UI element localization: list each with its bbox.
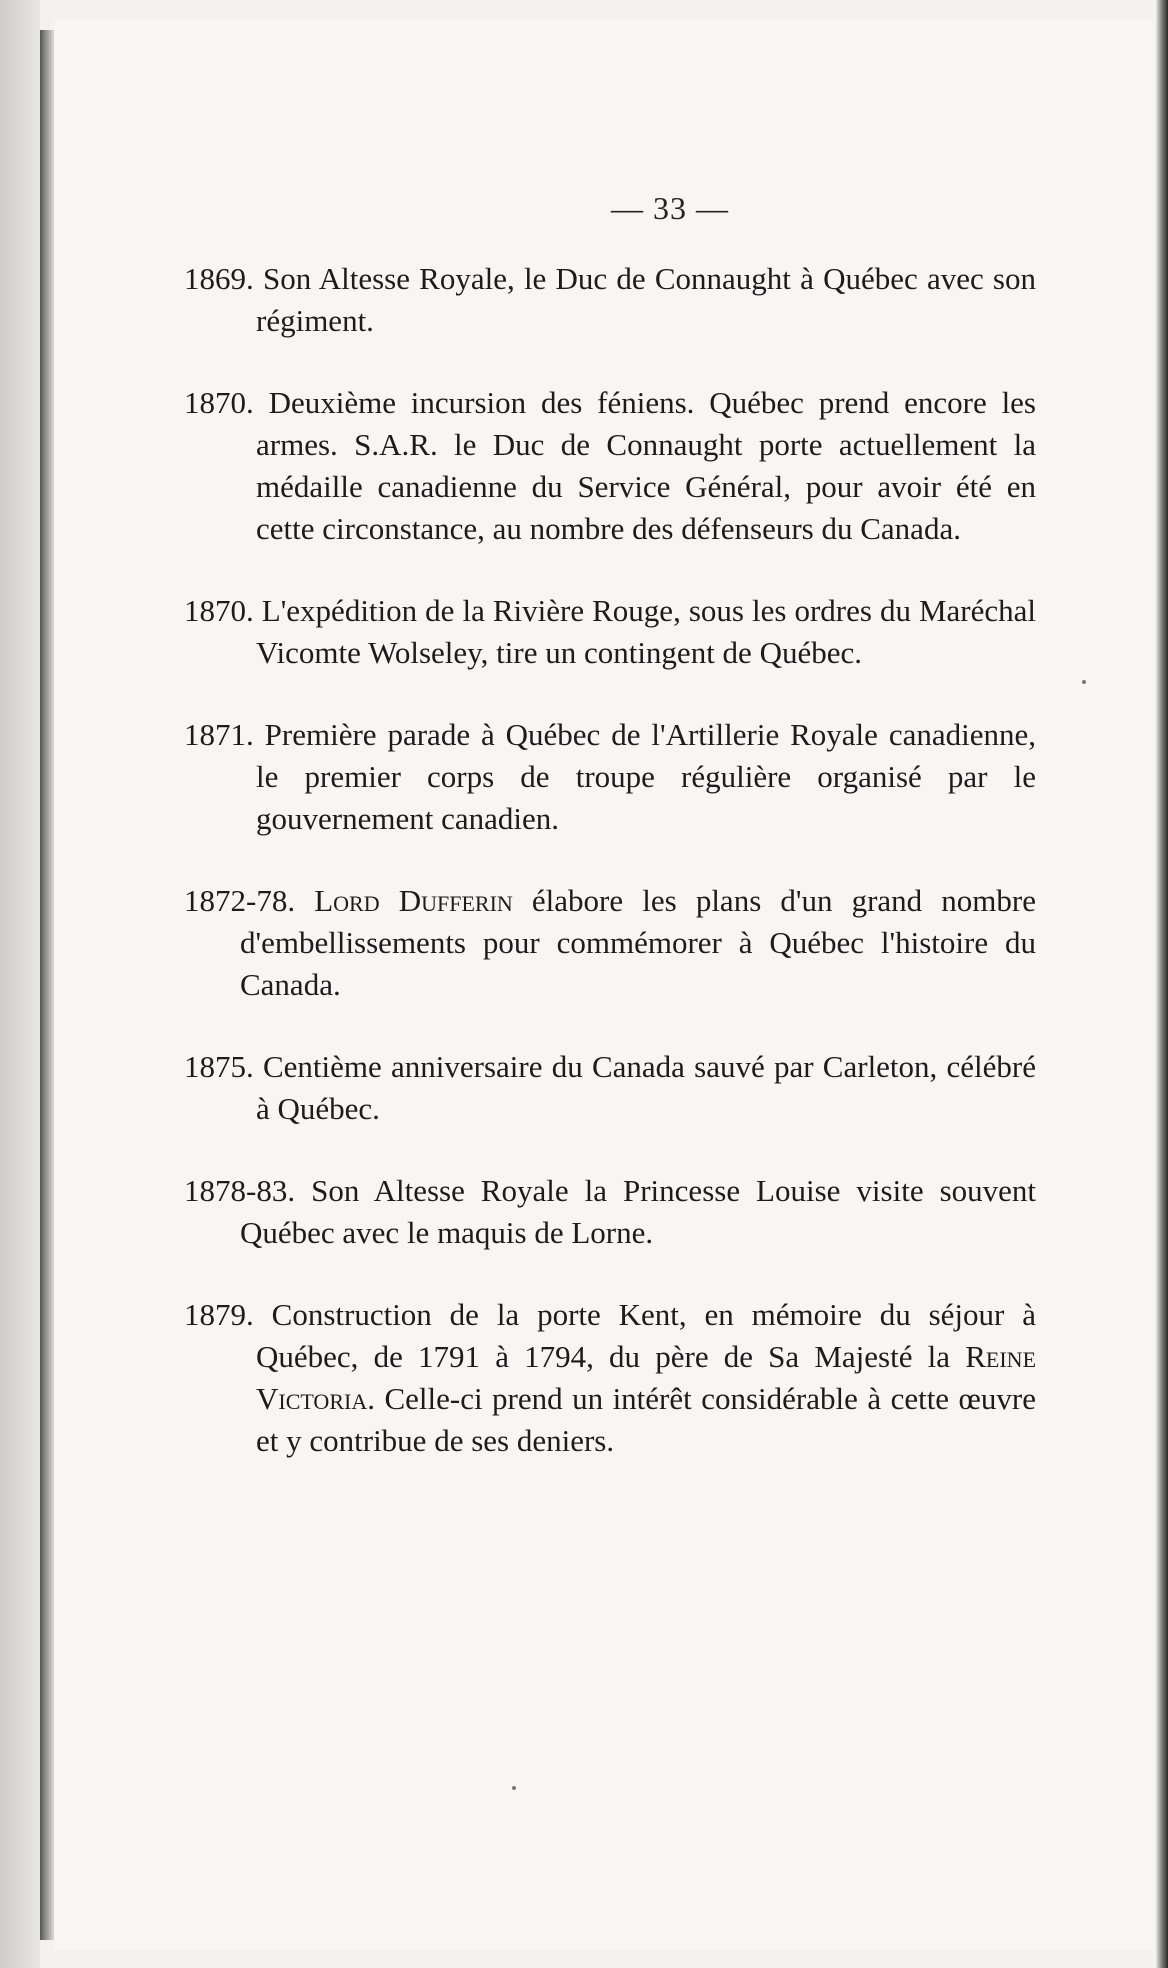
- entry-year: 1878-83.: [184, 1173, 296, 1208]
- entry-person-name: Reine Victoria.: [256, 1339, 1037, 1416]
- entry-text: Première parade à Québec de l'Artillerie Royale canadienne, le premier corps de troupe régulière organisé par le gouvernement canadien.: [256, 717, 1036, 836]
- page-edge-right: [1156, 0, 1168, 1968]
- page-number: — 33 —: [611, 190, 729, 226]
- binding-edge: [40, 30, 54, 1940]
- entry-text: Son Altesse Royale la Princesse Louise visite souvent Québec avec le maquis de Lorne.: [240, 1173, 1037, 1250]
- entry-text: L'expédition de la Rivière Rouge, sous les ordres du Maréchal Vicomte Wolseley, tire un contingent de Québec.: [256, 593, 1037, 670]
- entry-year: 1870.: [184, 593, 254, 628]
- entry-year: 1870.: [184, 385, 254, 420]
- entry-text: Deuxième incursion des féniens. Québec prend encore les armes. S.A.R. le Duc de Connaught porte actuellement la médaille canadienne du Service Général, pour avoir été en cette circonstance, au nombre des défenseurs du Canada.: [256, 385, 1037, 546]
- entry-person-name: Lord Dufferin: [314, 883, 513, 918]
- entry-text-before: Construction de la porte Kent, en mémoire du séjour à Québec, de 1791 à 1794, du père de Sa Majesté la: [256, 1297, 1036, 1374]
- entry-text: Son Altesse Royale, le Duc de Connaught à Québec avec son régiment.: [256, 261, 1036, 338]
- entry-year: 1871.: [184, 717, 254, 752]
- binding-shadow: [0, 0, 40, 1968]
- scan-speck: [1082, 680, 1086, 684]
- chronology-entry-1875: [184, 1046, 1036, 1130]
- chronology-entry-1872-78: [184, 880, 1036, 1006]
- chronology-entry-1871: [184, 714, 1036, 840]
- chronology-entry-1879: [184, 1294, 1036, 1462]
- chronology-entry-1870-red-river: [184, 590, 1036, 674]
- chronology-entry-1878-83: [184, 1170, 1036, 1254]
- entry-year: 1875.: [184, 1049, 254, 1084]
- chronology-entry-1869: [184, 258, 1036, 342]
- entry-year: 1879.: [184, 1297, 254, 1332]
- entry-year: 1869.: [184, 261, 254, 296]
- page-content: [184, 190, 1036, 1502]
- entry-text: élabore les plans d'un grand nombre d'embellissements pour commémorer à Québec l'histoire du Canada.: [240, 883, 1036, 1002]
- chronology-entry-1870-fenians: [184, 382, 1036, 550]
- entry-text: Centième anniversaire du Canada sauvé par Carleton, célébré à Québec.: [256, 1049, 1037, 1126]
- entry-year: 1872-78.: [184, 883, 296, 918]
- entry-text-after: Celle-ci prend un intérêt considérable à cette œuvre et y contribue de ses deniers.: [256, 1381, 1037, 1458]
- scan-speck: [512, 1786, 516, 1790]
